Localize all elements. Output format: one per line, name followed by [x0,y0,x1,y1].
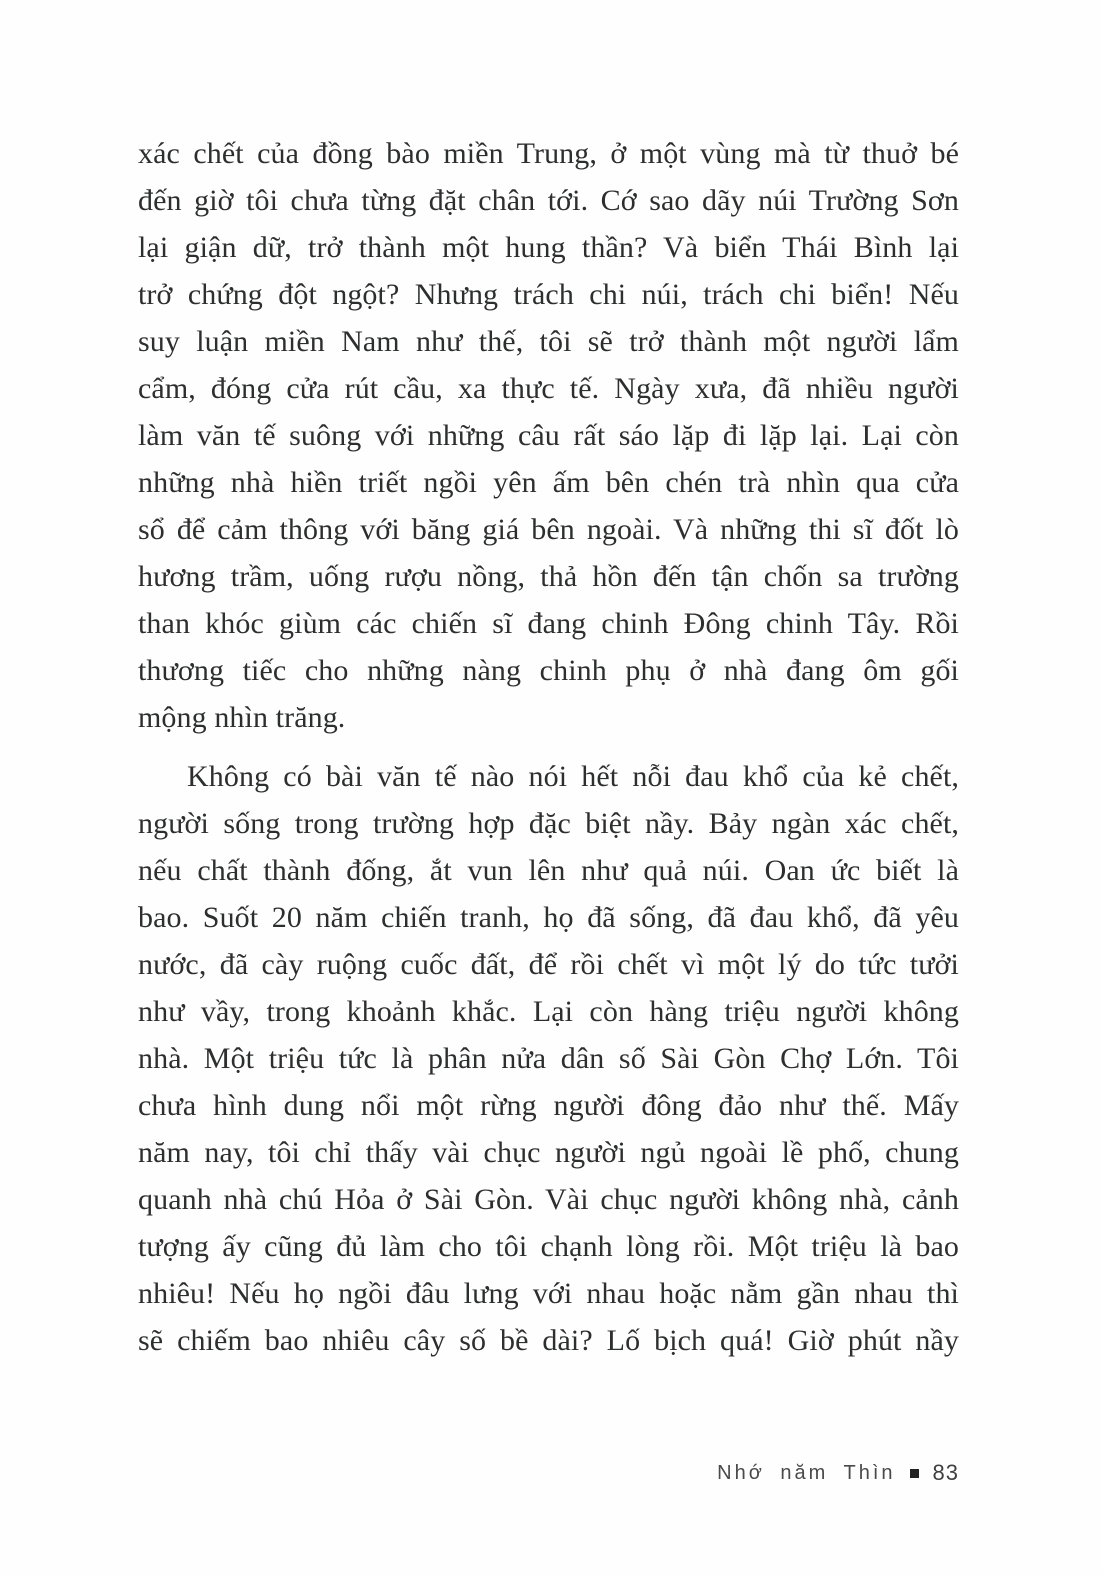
text-line: xác chết của đồng bào miền Trung, ở một vùng mà từ thuở bé [138,137,959,170]
page-footer [138,1460,959,1486]
text-line: hương trầm, uống rượu nồng, thả hồn đến tận chốn sa trường [138,560,959,593]
text-line: người sống trong trường hợp đặc biệt nầy. Bảy ngàn xác chết, [138,807,959,840]
text-line: năm nay, tôi chỉ thấy vài chục người ngủ ngoài lề phố, chung [138,1136,959,1169]
text-line: nước, đã cày ruộng cuốc đất, để rồi chết vì một lý do tức tưởi [138,948,959,981]
running-title: Nhớ năm Thìn [717,1461,896,1484]
body-text [138,130,959,1364]
square-bullet-icon [910,1469,919,1478]
text-line: suy luận miền Nam như thế, tôi sẽ trở thành một người lẩm [138,325,959,358]
text-line: lại giận dữ, trở thành một hung thần? Và biển Thái Bình lại [138,231,959,264]
text-line: trở chứng đột ngột? Nhưng trách chi núi, trách chi biển! Nếu [138,278,959,311]
text-line: tượng ấy cũng đủ làm cho tôi chạnh lòng rồi. Một triệu là bao [138,1230,959,1263]
text-line: sẽ chiếm bao nhiêu cây số bề dài? Lố bịch quá! Giờ phút nầy [138,1324,959,1357]
text-line: quanh nhà chú Hỏa ở Sài Gòn. Vài chục người không nhà, cảnh [138,1183,959,1216]
text-line: Không có bài văn tế nào nói hết nỗi đau khổ của kẻ chết, [187,760,959,793]
paragraph [138,130,959,741]
text-line: nhiêu! Nếu họ ngồi đâu lưng với nhau hoặc nằm gần nhau thì [138,1277,959,1310]
text-line: than khóc giùm các chiến sĩ đang chinh Đông chinh Tây. Rồi [138,607,959,640]
text-line: thương tiếc cho những nàng chinh phụ ở nhà đang ôm gối [138,654,959,687]
page-number: 83 [932,1460,959,1485]
text-line: nếu chất thành đống, ắt vun lên như quả núi. Oan ức biết là [138,854,959,887]
text-line: những nhà hiền triết ngồi yên ấm bên chén trà nhìn qua cửa [138,466,959,499]
text-line: làm văn tế suông với những câu rất sáo lặp đi lặp lại. Lại còn [138,419,959,452]
paragraph [138,753,959,1364]
text-line: cẩm, đóng cửa rút cầu, xa thực tế. Ngày xưa, đã nhiều người [138,372,959,405]
text-line: nhà. Một triệu tức là phân nửa dân số Sài Gòn Chợ Lớn. Tôi [138,1042,959,1075]
text-line: bao. Suốt 20 năm chiến tranh, họ đã sống, đã đau khổ, đã yêu [138,901,959,934]
text-line: đến giờ tôi chưa từng đặt chân tới. Cớ sao dãy núi Trường Sơn [138,184,959,217]
text-line: chưa hình dung nổi một rừng người đông đảo như thế. Mấy [138,1089,959,1122]
text-line: mộng nhìn trăng. [138,701,346,734]
text-line: sổ để cảm thông với băng giá bên ngoài. Và những thi sĩ đốt lò [138,513,959,546]
text-line: như vầy, trong khoảnh khắc. Lại còn hàng triệu người không [138,995,959,1028]
